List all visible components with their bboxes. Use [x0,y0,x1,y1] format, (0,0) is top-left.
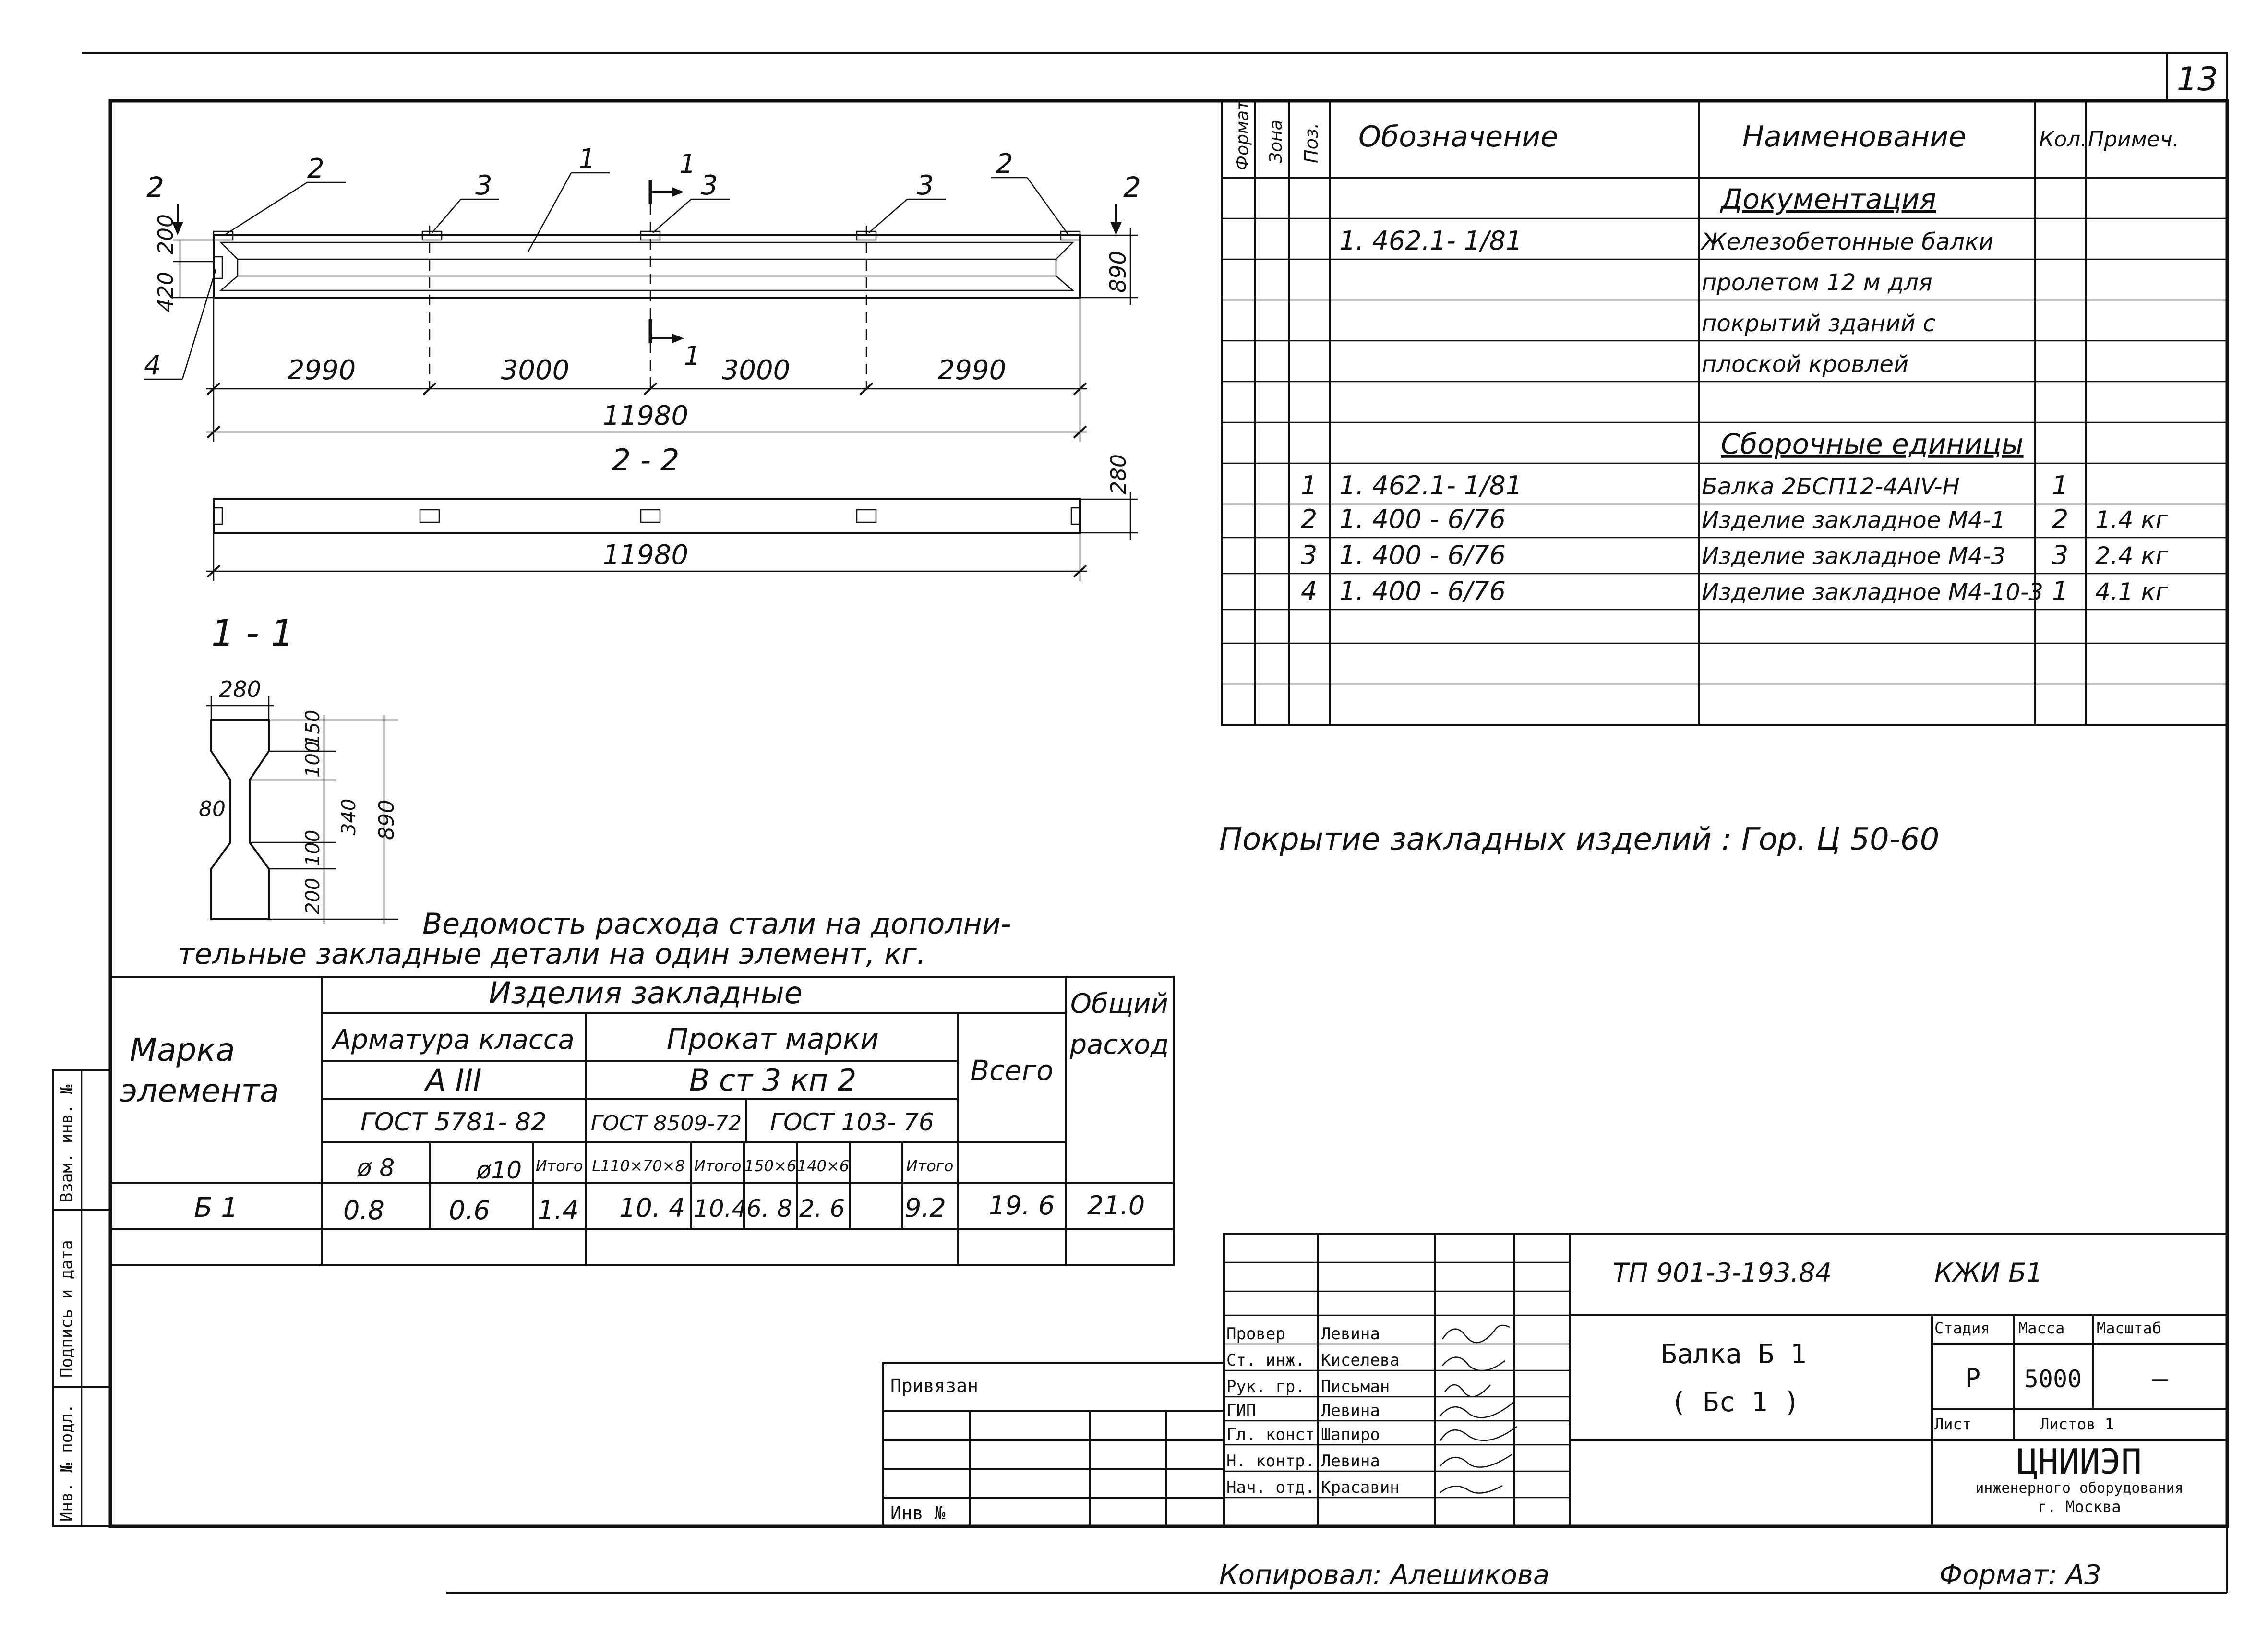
tb-object-code: ( Бс 1 ) [1670,1387,1800,1418]
elev-section-mark-left: 2 [146,171,164,204]
steel-h-rebar-gost: ГОСТ 5781- 82 [360,1108,547,1137]
section-dim-100-top: 100 [302,741,324,778]
staff-name: Левина [1321,1401,1380,1420]
steel-table [110,907,1174,1265]
steel-row-total: 19. 6 [989,1190,1055,1221]
steel-row-strip-140: 2. 6 [799,1195,845,1223]
tb-mass-label: Масса [2018,1319,2065,1337]
tb-section-code: КЖИ Б1 [1934,1258,2043,1288]
tb-object-name: Балка Б 1 [1661,1339,1807,1370]
section-web-width: 80 [199,797,226,821]
span-dim-1: 2990 [287,355,356,386]
tb-org-city: г. Москва [2038,1498,2121,1516]
steel-table-title-1: Ведомость расхода стали на дополни- [422,907,1011,941]
elev-section-mark-right: 2 [1123,171,1141,204]
spec-h-designation: Обозначение [1358,120,1559,154]
staff-name: Красавин [1321,1478,1400,1497]
spec-name: Изделие закладное М4-1 [1702,507,2006,534]
steel-sub-sum-angle: Итого [694,1157,742,1175]
spec-designation: 1. 462.1- 1/81 [1339,226,1523,256]
spec-name: Изделие закладное М4-3 [1702,543,2006,570]
section-height: 890 [374,800,399,840]
steel-row-overall: 21.0 [1087,1190,1145,1221]
plan-title: 2 - 2 [612,443,680,478]
steel-h-overall-2: расход [1069,1029,1169,1060]
margin-sign-label: Подпись и дата [57,1240,76,1378]
span-dim-3: 3000 [721,355,791,386]
tb-sheets-label: Листов 1 [2040,1415,2114,1433]
copied-by: Копировал: Алешикова [1219,1560,1550,1591]
plan-total-length: 11980 [602,540,689,571]
staff-name: Левина [1321,1452,1380,1471]
tb-stage: Р [1965,1363,1981,1393]
title-block [883,1234,2227,1526]
spec-note: 4.1 кг [2095,578,2168,606]
tb-bound-label: Привязан [890,1375,979,1396]
spec-pos: 2 [1300,504,1318,534]
spec-name: Сборочные единицы [1721,428,2024,460]
callout-1: 1 [578,144,596,175]
plan-width-dim: 280 [1106,454,1131,494]
tb-stage-label: Стадия [1934,1319,1990,1337]
staff-role: Рук. гр. [1226,1377,1305,1396]
steel-h-mark-1: Марка [130,1032,235,1068]
steel-sub-d8: ø 8 [357,1154,395,1182]
span-dim-2: 3000 [501,355,570,386]
callout-2-right: 2 [996,148,1013,180]
staff-name: Шапиро [1321,1425,1380,1444]
spec-pos: 3 [1300,540,1318,570]
span-dim-4: 2990 [937,355,1007,386]
steel-h-rolled-grade: В ст 3 кп 2 [689,1063,857,1098]
tb-org-name: ЦНИИЭП [2016,1441,2142,1482]
tb-project-code: ТП 901-3-193.84 [1613,1258,1832,1288]
section-top-width: 280 [219,676,261,702]
steel-h-rebar-class: А III [425,1063,482,1098]
steel-h-mark-2: элемента [120,1072,279,1109]
staff-role: Нач. отд. [1226,1478,1315,1497]
staff-role: ГИП [1226,1401,1256,1420]
spec-rows [1301,183,2169,606]
callout-3-right: 3 [917,170,934,201]
steel-row-d10: 0.6 [449,1195,490,1225]
steel-sub-angle: L110×70×8 [592,1157,685,1175]
staff-name: Левина [1321,1324,1380,1344]
steel-table-title-2: тельные закладные детали на один элемент, кг. [178,937,926,971]
steel-row-angle: 10. 4 [619,1193,685,1223]
staff-role: Ст. инж. [1226,1351,1305,1370]
spec-note: 1.4 кг [2095,506,2168,534]
section-title: 1 - 1 [211,612,294,654]
steel-row-d8: 0.8 [343,1195,384,1225]
tb-scale: — [2152,1363,2168,1393]
staff-name: Киселева [1321,1351,1400,1370]
spec-name: пролетом 12 м для [1702,269,1932,296]
steel-row-mark: Б 1 [194,1192,238,1224]
spec-name: плоской кровлей [1702,351,1909,378]
section-dim-100-bottom: 100 [302,829,324,866]
beam-outline [214,235,1080,298]
spec-qty: 3 [2052,540,2069,570]
steel-sub-strip-140: 140×6 [797,1157,850,1175]
spec-qty: 1 [2052,470,2069,501]
spec-table [1222,100,2227,725]
signatures [1440,1325,1517,1493]
spec-designation: 1. 400 - 6/76 [1339,504,1506,534]
steel-row-sum-strip: 9.2 [905,1193,946,1223]
spec-pos: 1 [1300,470,1318,501]
spec-pos: 4 [1300,576,1318,606]
steel-row-sum-rebar: 1.4 [538,1195,579,1225]
spec-qty: 2 [2052,504,2069,534]
tb-inv-label: Инв № [890,1502,946,1524]
sheet-number: 13 [2176,60,2219,98]
tb-mass: 5000 [2024,1365,2082,1393]
staff-role: Провер [1226,1324,1285,1344]
spec-designation: 1. 462.1- 1/81 [1339,470,1523,501]
steel-row-sum-angle: 10.4 [694,1195,747,1223]
tb-org-sub: инженерного оборудования [1975,1480,2184,1497]
section-dim-340: 340 [338,798,360,835]
elev-dim-890: 890 [1105,251,1131,293]
steel-sub-d10: ø10 [476,1156,522,1184]
plan-outline [214,499,1080,533]
spec-h-qty: Кол. [2039,127,2088,152]
spec-h-pos: Поз. [1301,122,1322,163]
sheet-format: Формат: А3 [1939,1560,2101,1591]
left-margin-stamp [53,1070,110,1526]
spec-name: покрытий зданий с [1702,310,1936,337]
staff-role: Н. контр. [1226,1452,1315,1471]
spec-note: 2.4 кг [2095,542,2168,570]
steel-row-strip-150: 6. 8 [746,1195,792,1223]
spec-qty: 1 [2052,576,2069,606]
steel-sub-sum-strip: Итого [906,1157,954,1175]
steel-h-embedded: Изделия закладные [489,975,803,1010]
section-dim-200: 200 [302,877,324,914]
tb-sheet-label: Лист [1934,1415,1972,1433]
spec-name: Балка 2БСП12-4АIV-Н [1702,473,1960,500]
elev-cut-mark-bottom: 1 [684,341,701,371]
spec-designation: 1. 400 - 6/76 [1339,540,1506,570]
spec-name: Документация [1721,183,1936,216]
callout-2-left: 2 [307,153,324,184]
beam-section-1-1 [199,612,399,924]
steel-h-rolled: Прокат марки [666,1022,879,1056]
coating-note: Покрытие закладных изделий : Гор. Ц 50-60 [1219,822,1940,857]
steel-h-total: Всего [970,1054,1054,1087]
staff-role: Гл. конст [1226,1425,1315,1444]
spec-h-name: Наименование [1742,120,1967,154]
steel-h-gost-103: ГОСТ 103- 76 [770,1108,934,1136]
callout-4: 4 [144,350,161,381]
spec-h-format: Формат [1233,100,1252,170]
spec-name: Изделие закладное М4-10-3 [1702,579,2043,606]
spec-h-note: Примеч. [2088,127,2179,152]
steel-sub-strip-150: 150×6 [744,1157,797,1175]
steel-h-rebar: Арматура класса [333,1024,575,1056]
callout-3-mid: 3 [701,170,718,201]
beam-elevation [144,144,1141,442]
steel-sub-sum-rebar: Итого [535,1157,583,1175]
steel-h-overall-1: Общий [1070,988,1169,1020]
callout-3-left: 3 [475,170,492,201]
beam-plan-2-2 [206,443,1138,581]
elev-dim-200: 200 [154,214,178,254]
spec-h-zone: Зона [1266,120,1286,163]
tb-scale-label: Масштаб [2097,1319,2161,1337]
margin-replace-label: Взам. инв. № [57,1084,76,1202]
staff-name: Письман [1321,1377,1390,1396]
elev-cut-mark-top: 1 [679,149,696,179]
margin-inv-label: Инв. № подл. [57,1404,76,1522]
spec-name: Железобетонные балки [1702,228,1994,255]
elev-total-length: 11980 [602,400,689,432]
section-dim-150: 150 [302,709,324,746]
steel-h-gost-8509: ГОСТ 8509-72 [590,1111,742,1136]
spec-designation: 1. 400 - 6/76 [1339,576,1506,606]
elev-dim-420: 420 [154,272,178,312]
